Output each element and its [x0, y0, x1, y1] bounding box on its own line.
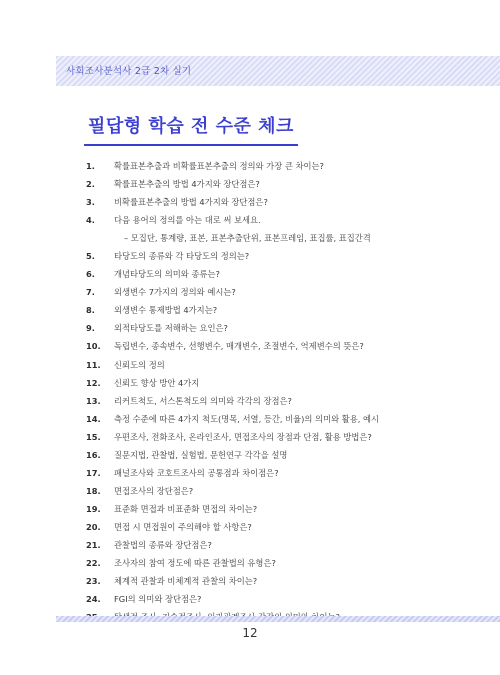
question-text: 외적타당도를 저해하는 요인은? [114, 323, 228, 334]
question-item [86, 392, 486, 410]
question-item [86, 590, 486, 608]
question-text: 질문지법, 관찰법, 실험법, 문헌연구 각각을 설명 [114, 449, 288, 460]
question-number: 4. [86, 215, 95, 226]
question-text: 확률표본추출의 방법 4가지와 장단점은? [114, 179, 260, 190]
question-number: 9. [86, 323, 95, 334]
question-item [86, 482, 486, 500]
question-item [86, 428, 486, 446]
question-item [86, 464, 486, 482]
question-number: 18. [86, 485, 101, 496]
question-list [86, 157, 486, 626]
question-text: 확률표본추출과 비확률표본추출의 정의와 가장 큰 차이는? [114, 161, 324, 172]
question-item [86, 446, 486, 464]
question-item [86, 247, 486, 265]
question-number: 22. [86, 558, 101, 569]
question-item [86, 572, 486, 590]
question-text: 조사자의 참여 정도에 따른 관찰법의 유형은? [114, 558, 276, 569]
question-item [86, 500, 486, 518]
content-area [56, 86, 500, 616]
question-text: 독립변수, 종속변수, 선행변수, 매개변수, 조절변수, 억제변수의 뜻은? [114, 341, 364, 352]
question-text: 면접 시 면접원이 주의해야 할 사항은? [114, 521, 252, 532]
question-number: 14. [86, 413, 101, 424]
question-text: 다음 용어의 정의를 아는 대로 써 보세요. [114, 215, 261, 226]
question-number: 24. [86, 594, 101, 605]
question-text: FGI의 의미와 장단점은? [114, 594, 202, 605]
question-text: 타당도의 종류와 각 타당도의 정의는? [114, 251, 250, 262]
question-number: 5. [86, 251, 95, 262]
question-number: 11. [86, 359, 101, 370]
question-item [86, 518, 486, 536]
question-item [86, 175, 486, 193]
question-text: 관찰법의 종류와 장단점은? [114, 540, 212, 550]
question-text: 패널조사와 코호트조사의 공통점과 차이점은? [114, 467, 279, 478]
section-title-wrap [88, 112, 294, 138]
question-item [86, 374, 486, 392]
question-text: 측정 수준에 따른 4가지 척도(명목, 서열, 등간, 비율)의 의미와 활용, 예시 [114, 413, 380, 424]
question-text: 개념타당도의 의미와 종류는? [114, 269, 220, 280]
question-text: 표준화 면접과 비표준화 면접의 차이는? [114, 503, 258, 514]
question-text: – 모집단, 통계량, 표본, 표본추출단위, 표본프레임, 표집률, 표집간격 [124, 233, 371, 244]
question-text: 우편조사, 전화조사, 온라인조사, 면접조사의 장점과 단점, 활용 방법은? [114, 431, 372, 442]
question-number: 12. [86, 377, 101, 388]
question-number: 21. [86, 540, 101, 550]
question-text: 체계적 관찰과 비체계적 관찰의 차이는? [114, 576, 258, 587]
question-text: 외생변수 통제방법 4가지는? [114, 305, 218, 316]
question-item [86, 319, 486, 337]
running-header: 사회조사분석사 2급 2차 실기 [66, 66, 192, 77]
question-text: 리커트척도, 서스톤척도의 의미와 각각의 장점은? [114, 395, 292, 406]
question-number: 8. [86, 305, 95, 316]
question-number: 16. [86, 449, 101, 460]
question-number: 6. [86, 269, 95, 280]
question-item [86, 356, 486, 374]
question-item [86, 536, 486, 554]
question-number: 17. [86, 467, 101, 478]
question-number: 20. [86, 521, 101, 532]
question-text: 면접조사의 장단점은? [114, 485, 194, 496]
question-subitem [86, 229, 486, 247]
question-number: 3. [86, 197, 95, 208]
question-item [86, 265, 486, 283]
section-title: 필답형 학습 전 수준 체크 [88, 116, 294, 137]
question-text: 신뢰도 향상 방안 4가지 [114, 377, 200, 388]
question-item [86, 301, 486, 319]
question-number: 1. [86, 161, 95, 172]
question-number: 23. [86, 576, 101, 587]
question-number: 2. [86, 179, 95, 190]
question-item [86, 554, 486, 572]
question-number: 15. [86, 431, 101, 442]
question-item [86, 410, 486, 428]
question-item [86, 337, 486, 355]
question-item [86, 283, 486, 301]
page-number: 12 [242, 626, 258, 640]
question-number: 10. [86, 341, 101, 352]
question-item [86, 211, 486, 229]
question-item [86, 193, 486, 211]
question-number: 13. [86, 395, 101, 406]
question-number: 19. [86, 503, 101, 514]
question-text: 비확률표본추출의 방법 4가지와 장단점은? [114, 197, 268, 208]
question-text: 외생변수 7가지의 정의와 예시는? [114, 287, 236, 298]
question-number: 7. [86, 287, 95, 298]
question-text: 신뢰도의 정의 [114, 359, 165, 370]
footer-band [56, 616, 500, 622]
question-item [86, 157, 486, 175]
